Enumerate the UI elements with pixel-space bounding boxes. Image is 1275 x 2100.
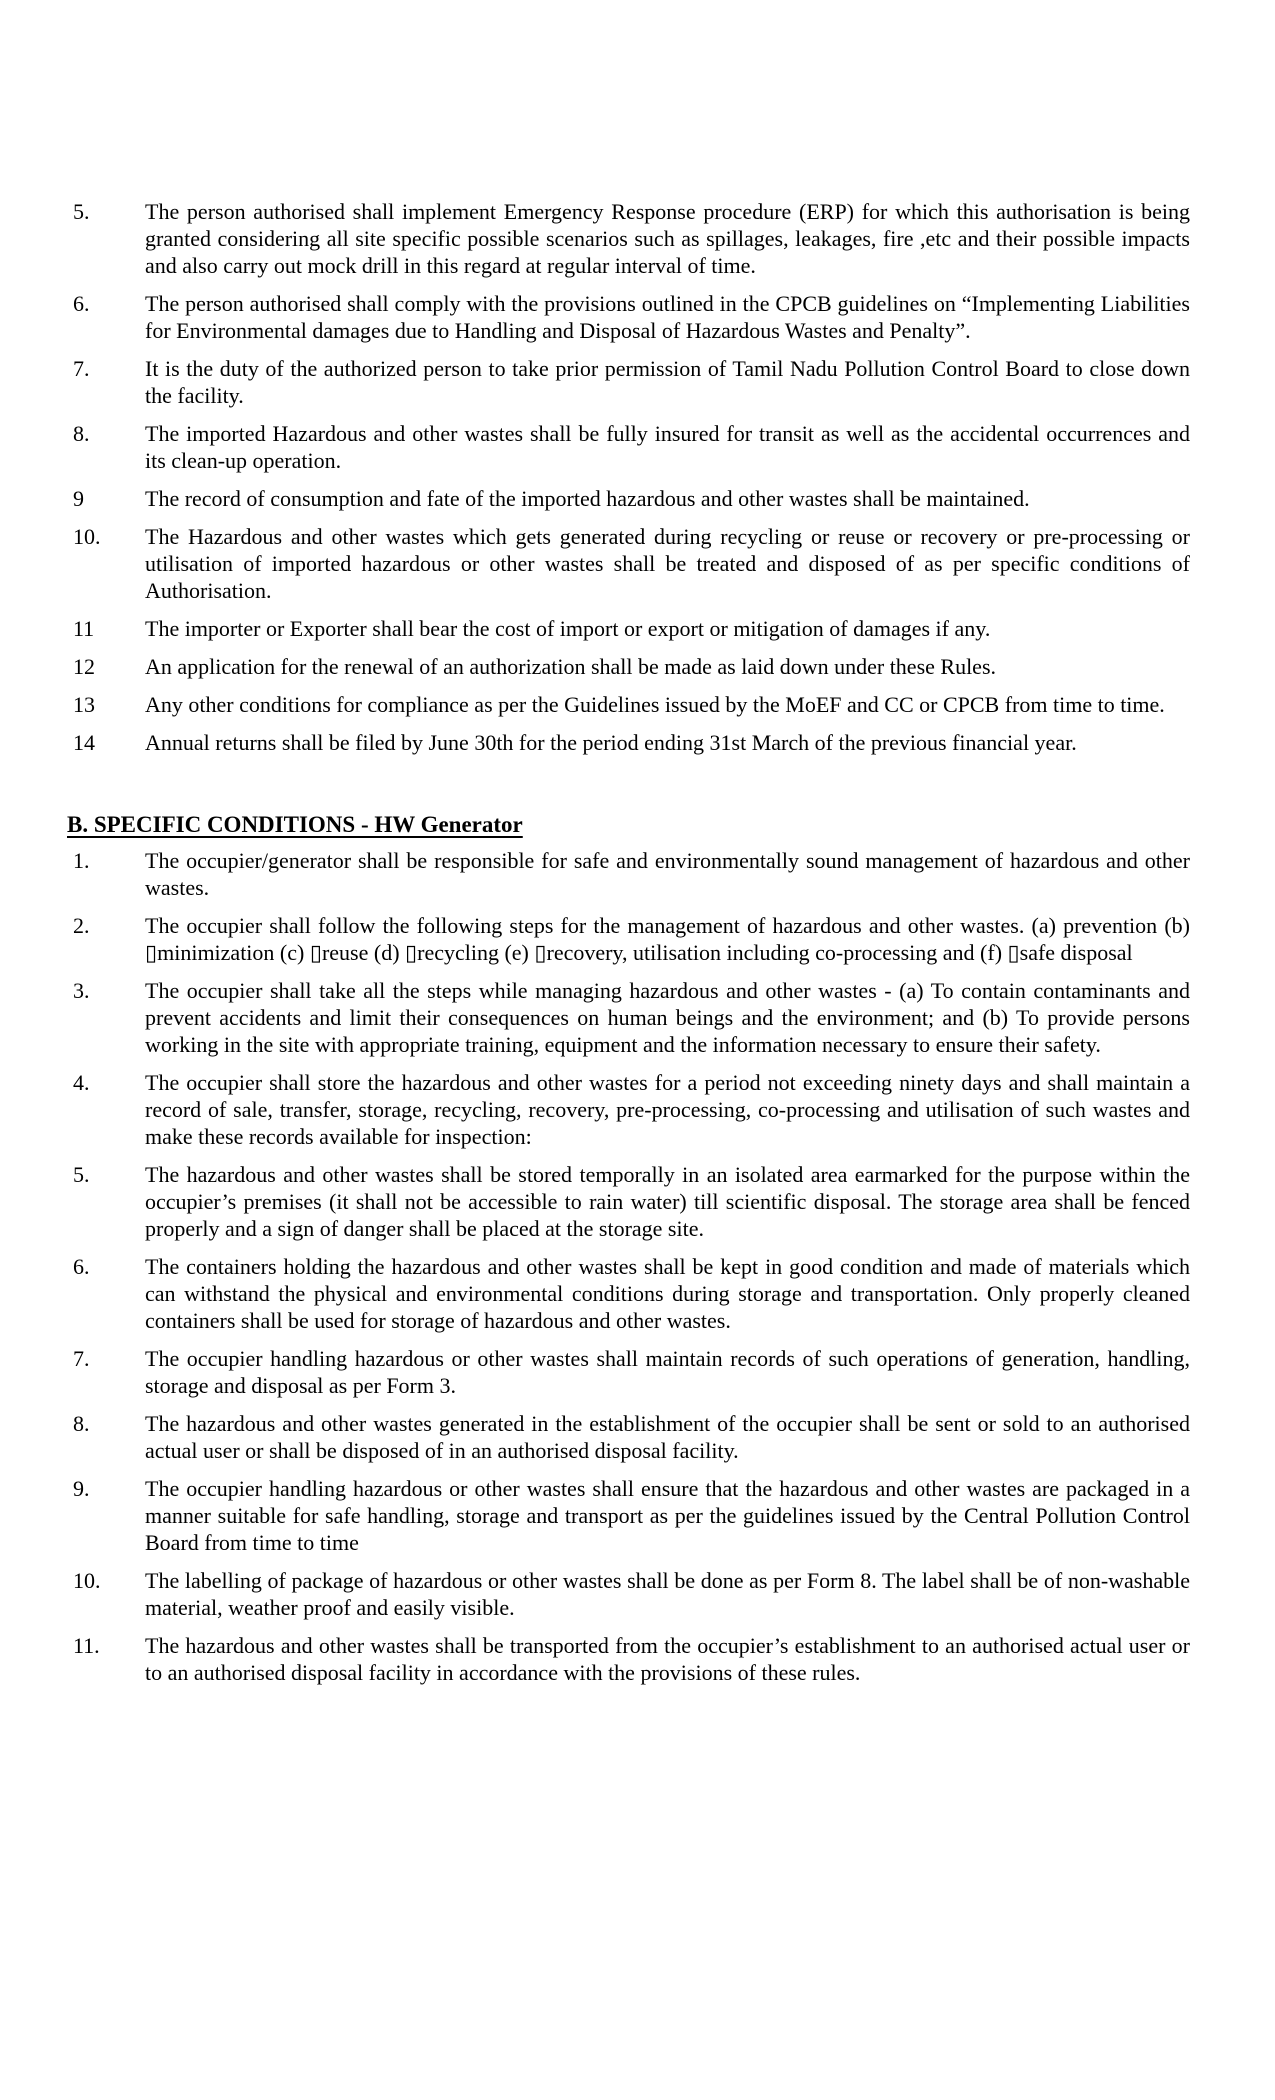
item-number: 10. xyxy=(73,1568,101,1593)
item-number: 2. xyxy=(73,913,90,938)
section-b-heading xyxy=(67,811,1190,839)
item-number: 14 xyxy=(73,730,95,755)
list-item xyxy=(67,1253,1190,1334)
list-item xyxy=(67,355,1190,409)
item-text: Any other conditions for compliance as per the Guidelines issued by the MoEF and CC or CPCB from time to time. xyxy=(145,692,1165,717)
list-item xyxy=(67,1475,1190,1556)
item-number: 9 xyxy=(73,486,84,511)
item-text: The containers holding the hazardous and other wastes shall be kept in good condition and made of materials which can withstand the physical and environmental conditions during storage and transportation. Only properly cleaned containers shall be used for storage of hazardous and other wastes. xyxy=(145,1254,1190,1333)
list-item xyxy=(67,847,1190,901)
item-number: 8. xyxy=(73,1411,90,1436)
list-item xyxy=(67,653,1190,680)
list-item xyxy=(67,1567,1190,1621)
item-number: 7. xyxy=(73,1346,90,1371)
item-text: The occupier shall store the hazardous and other wastes for a period not exceeding ninety days and shall maintain a record of sale, transfer, storage, recycling, recovery, pre-processing, co-processing and utilisation of such wastes and make these records available for inspection: xyxy=(145,1070,1190,1149)
item-text: The hazardous and other wastes shall be stored temporally in an isolated area earmarked for the purpose within the occupier’s premises (it shall not be accessible to rain water) till scientific disposal. The storage area shall be fenced properly and a sign of danger shall be placed at the storage site. xyxy=(145,1162,1190,1241)
general-conditions-list xyxy=(67,198,1190,756)
item-number: 1. xyxy=(73,848,90,873)
item-number: 9. xyxy=(73,1476,90,1501)
item-number: 8. xyxy=(73,421,90,446)
item-text: The person authorised shall comply with the provisions outlined in the CPCB guidelines on “Implementing Liabilities for Environmental damages due to Handling and Disposal of Hazardous Wastes and Penalty”. xyxy=(145,291,1190,343)
item-text: Annual returns shall be filed by June 30th for the period ending 31st March of the previous financial year. xyxy=(145,730,1077,755)
item-text: The hazardous and other wastes shall be transported from the occupier’s establishment to an authorised actual user or to an authorised disposal facility in accordance with the provisions of these rules. xyxy=(145,1633,1190,1685)
list-item xyxy=(67,977,1190,1058)
list-item xyxy=(67,198,1190,279)
item-text: The imported Hazardous and other wastes shall be fully insured for transit as well as the accidental occurrences and its clean-up operation. xyxy=(145,421,1190,473)
item-number: 6. xyxy=(73,291,90,316)
list-item xyxy=(67,691,1190,718)
item-text: The person authorised shall implement Emergency Response procedure (ERP) for which this authorisation is being granted considering all site specific possible scenarios such as spillages, leakages, fire ,etc and their possible impacts and also carry out mock drill in this regard at regular interval of time. xyxy=(145,199,1190,278)
item-text: The occupier handling hazardous or other wastes shall ensure that the hazardous and other wastes are packaged in a manner suitable for safe handling, storage and transport as per the guidelines issued by the Central Pollution Control Board from time to time xyxy=(145,1476,1190,1555)
item-number: 10. xyxy=(73,524,101,549)
list-item xyxy=(67,729,1190,756)
item-text: The labelling of package of hazardous or other wastes shall be done as per Form 8. The label shall be of non-washable material, weather proof and easily visible. xyxy=(145,1568,1190,1620)
item-text: The Hazardous and other wastes which gets generated during recycling or reuse or recovery or pre-processing or utilisation of imported hazardous or other wastes shall be treated and disposed of as per specific conditions of Authorisation. xyxy=(145,524,1190,603)
item-text: The occupier shall take all the steps while managing hazardous and other wastes - (a) To contain contaminants and prevent accidents and limit their consequences on human beings and the environment; and (b) To provide persons working in the site with appropriate training, equipment and the information necessary to ensure their safety. xyxy=(145,978,1190,1057)
item-text: The occupier handling hazardous or other wastes shall maintain records of such operations of generation, handling, storage and disposal as per Form 3. xyxy=(145,1346,1190,1398)
item-number: 5. xyxy=(73,1162,90,1187)
item-number: 12 xyxy=(73,654,95,679)
item-text: The occupier shall follow the following steps for the management of hazardous and other wastes. (a) prevention (b) ▯minimization (c) ▯reuse (d) ▯recycling (e) ▯recovery, utilisation including co-processing and (f) ▯safe disposal xyxy=(145,913,1190,965)
list-item xyxy=(67,1410,1190,1464)
item-number: 6. xyxy=(73,1254,90,1279)
item-number: 7. xyxy=(73,356,90,381)
item-text: An application for the renewal of an authorization shall be made as laid down under these Rules. xyxy=(145,654,997,679)
list-item xyxy=(67,523,1190,604)
list-item xyxy=(67,1345,1190,1399)
specific-conditions-list xyxy=(67,847,1190,1686)
item-number: 3. xyxy=(73,978,90,1003)
item-text: The occupier/generator shall be responsible for safe and environmentally sound management of hazardous and other wastes. xyxy=(145,848,1190,900)
item-number: 13 xyxy=(73,692,95,717)
item-number: 4. xyxy=(73,1070,90,1095)
list-item xyxy=(67,1632,1190,1686)
item-text: It is the duty of the authorized person to take prior permission of Tamil Nadu Pollution Control Board to close down the facility. xyxy=(145,356,1190,408)
item-text: The importer or Exporter shall bear the cost of import or export or mitigation of damages if any. xyxy=(145,616,991,641)
list-item xyxy=(67,912,1190,966)
item-text: The record of consumption and fate of the imported hazardous and other wastes shall be maintained. xyxy=(145,486,1030,511)
list-item xyxy=(67,1069,1190,1150)
list-item xyxy=(67,420,1190,474)
item-text: The hazardous and other wastes generated in the establishment of the occupier shall be sent or sold to an authorised actual user or shall be disposed of in an authorised disposal facility. xyxy=(145,1411,1190,1463)
section-b-heading-text: B. SPECIFIC CONDITIONS - HW Generator xyxy=(67,812,523,837)
item-number: 11 xyxy=(73,616,95,641)
list-item xyxy=(67,615,1190,642)
list-item xyxy=(67,1161,1190,1242)
list-item xyxy=(67,485,1190,512)
item-number: 11. xyxy=(73,1633,100,1658)
item-number: 5. xyxy=(73,199,90,224)
list-item xyxy=(67,290,1190,344)
